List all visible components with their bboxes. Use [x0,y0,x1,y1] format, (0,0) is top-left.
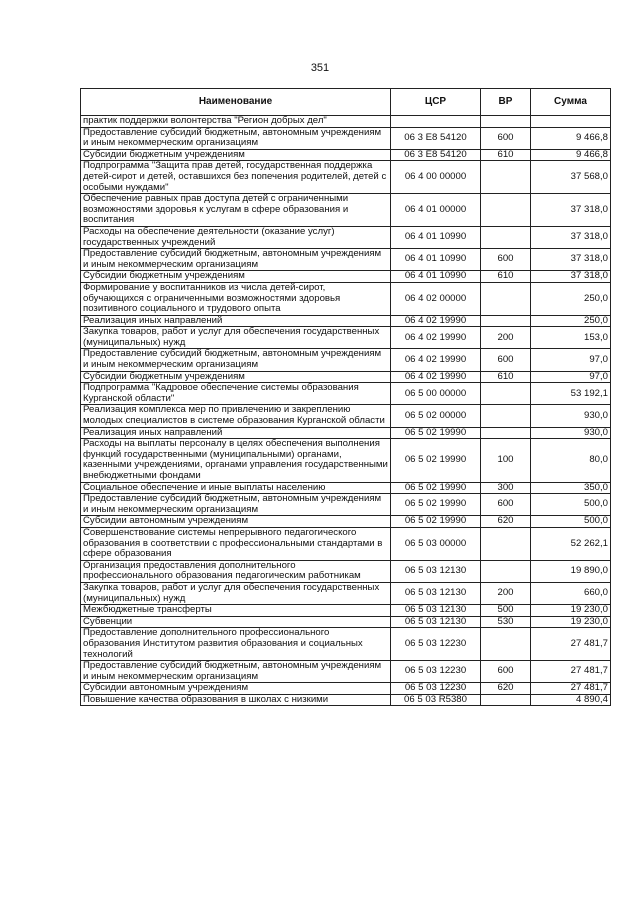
cell-sum: 19 890,0 [531,560,611,582]
table-row [81,605,611,617]
cell-csr: 06 4 01 10990 [391,271,481,283]
cell-vr [481,405,531,427]
cell-csr: 06 4 02 19990 [391,349,481,371]
cell-csr: 06 4 01 10990 [391,249,481,271]
cell-name: Расходы на выплаты персоналу в целях обеспечения выполнения функций государственными (муниципальными) органами, казенными учреждениями, органами управления государственными внебюджетными фондами [81,439,391,482]
header-sum: Сумма [531,89,611,116]
cell-sum: 53 192,1 [531,383,611,405]
cell-csr: 06 5 02 19990 [391,427,481,439]
table-row [81,315,611,327]
cell-vr: 620 [481,516,531,528]
cell-vr [481,383,531,405]
cell-vr [481,161,531,194]
table-row [81,161,611,194]
table-row [81,661,611,683]
table-row [81,482,611,494]
cell-csr: 06 5 02 19990 [391,516,481,528]
cell-csr [391,116,481,128]
cell-sum: 350,0 [531,482,611,494]
cell-name: Социальное обеспечение и иные выплаты населению [81,482,391,494]
cell-csr: 06 5 03 12230 [391,661,481,683]
cell-name: Обеспечение равных прав доступа детей с ограниченными возможностями здоровья к услугам в сфере образования и воспитания [81,194,391,227]
table-row [81,194,611,227]
cell-vr: 600 [481,661,531,683]
table-row [81,116,611,128]
table-row [81,516,611,528]
cell-name: Предоставление субсидий бюджетным, автономным учреждениям и иным некоммерческим организациям [81,661,391,683]
cell-sum: 37 318,0 [531,249,611,271]
cell-vr: 610 [481,371,531,383]
cell-sum: 930,0 [531,427,611,439]
table-row [81,683,611,695]
cell-sum: 97,0 [531,349,611,371]
cell-vr: 600 [481,249,531,271]
cell-name: практик поддержки волонтерства "Регион добрых дел" [81,116,391,128]
cell-name: Закупка товаров, работ и услуг для обеспечения государственных (муниципальных) нужд [81,582,391,604]
cell-name: Субсидии бюджетным учреждениям [81,149,391,161]
header-csr: ЦСР [391,89,481,116]
cell-csr: 06 5 03 12130 [391,582,481,604]
cell-sum: 500,0 [531,494,611,516]
cell-csr: 06 5 00 00000 [391,383,481,405]
table-row [81,582,611,604]
table-row [81,405,611,427]
cell-sum: 27 481,7 [531,628,611,661]
cell-sum: 9 466,8 [531,127,611,149]
cell-name: Повышение качества образования в школах с низкими [81,694,391,706]
table-row [81,226,611,248]
table-row [81,616,611,628]
cell-name: Предоставление дополнительного профессионального образования Институтом развития образования и социальных технологий [81,628,391,661]
cell-sum: 19 230,0 [531,605,611,617]
cell-csr: 06 5 03 12130 [391,605,481,617]
cell-sum: 930,0 [531,405,611,427]
cell-sum: 37 568,0 [531,161,611,194]
cell-csr: 06 4 02 19990 [391,371,481,383]
budget-table [80,88,611,706]
cell-name: Подпрограмма "Защита прав детей, государственная поддержка детей-сирот и детей, оставшихся без попечения родителей, детей с особыми нуждами" [81,161,391,194]
cell-vr [481,427,531,439]
cell-vr [481,694,531,706]
cell-csr: 06 5 03 12130 [391,560,481,582]
cell-csr: 06 4 01 00000 [391,194,481,227]
table-header-row [81,89,611,116]
table-row [81,149,611,161]
cell-name: Организация предоставления дополнительного профессионального образования педагогическим работникам [81,560,391,582]
cell-csr: 06 4 01 10990 [391,226,481,248]
cell-sum: 37 318,0 [531,226,611,248]
cell-sum: 250,0 [531,282,611,315]
cell-csr: 06 5 02 19990 [391,439,481,482]
cell-vr: 600 [481,127,531,149]
cell-vr [481,315,531,327]
cell-vr [481,194,531,227]
cell-csr: 06 5 03 12230 [391,683,481,695]
cell-vr: 200 [481,327,531,349]
cell-sum: 97,0 [531,371,611,383]
cell-name: Субсидии автономным учреждениям [81,683,391,695]
table-row [81,127,611,149]
table-row [81,271,611,283]
table-row [81,527,611,560]
cell-sum: 37 318,0 [531,271,611,283]
cell-sum: 500,0 [531,516,611,528]
table-row [81,628,611,661]
cell-sum: 4 890,4 [531,694,611,706]
cell-name: Субсидии бюджетным учреждениям [81,271,391,283]
cell-name: Реализация иных направлений [81,427,391,439]
table-row [81,371,611,383]
cell-vr: 530 [481,616,531,628]
cell-name: Расходы на обеспечение деятельности (оказание услуг) государственных учреждений [81,226,391,248]
cell-vr: 600 [481,494,531,516]
cell-csr: 06 5 02 19990 [391,494,481,516]
cell-name: Субвенции [81,616,391,628]
page-number: 351 [310,62,330,74]
cell-csr: 06 3 E8 54120 [391,149,481,161]
cell-sum: 250,0 [531,315,611,327]
cell-name: Субсидии автономным учреждениям [81,516,391,528]
table-row [81,694,611,706]
cell-name: Формирование у воспитанников из числа детей-сирот, обучающихся с ограниченными возможностями здоровья позитивного социального и трудового опыта [81,282,391,315]
cell-csr: 06 3 E8 54120 [391,127,481,149]
cell-sum: 80,0 [531,439,611,482]
cell-vr: 500 [481,605,531,617]
cell-csr: 06 4 00 00000 [391,161,481,194]
table-row [81,560,611,582]
cell-csr: 06 4 02 19990 [391,327,481,349]
table-row [81,494,611,516]
table-row [81,349,611,371]
cell-sum: 37 318,0 [531,194,611,227]
cell-csr: 06 5 03 R5380 [391,694,481,706]
cell-csr: 06 5 03 00000 [391,527,481,560]
header-name: Наименование [81,89,391,116]
cell-csr: 06 5 03 12130 [391,616,481,628]
cell-name: Закупка товаров, работ и услуг для обеспечения государственных (муниципальных) нужд [81,327,391,349]
cell-vr [481,226,531,248]
cell-name: Межбюджетные трансферты [81,605,391,617]
header-vr: ВР [481,89,531,116]
cell-name: Совершенствование системы непрерывного педагогического образования в соответствии с профессиональными стандартами в сфере образования [81,527,391,560]
cell-csr: 06 4 02 00000 [391,282,481,315]
cell-vr: 100 [481,439,531,482]
table-row [81,439,611,482]
cell-name: Предоставление субсидий бюджетным, автономным учреждениям и иным некоммерческим организациям [81,349,391,371]
cell-vr [481,282,531,315]
cell-name: Предоставление субсидий бюджетным, автономным учреждениям и иным некоммерческим организациям [81,127,391,149]
cell-sum: 153,0 [531,327,611,349]
cell-vr: 620 [481,683,531,695]
table-row [81,427,611,439]
cell-vr: 300 [481,482,531,494]
cell-csr: 06 5 03 12230 [391,628,481,661]
cell-name: Реализация иных направлений [81,315,391,327]
cell-vr [481,527,531,560]
cell-sum: 660,0 [531,582,611,604]
cell-sum [531,116,611,128]
cell-vr: 610 [481,149,531,161]
table-row [81,282,611,315]
cell-name: Предоставление субсидий бюджетным, автономным учреждениям и иным некоммерческим организациям [81,249,391,271]
cell-sum: 52 262,1 [531,527,611,560]
cell-sum: 27 481,7 [531,683,611,695]
cell-sum: 27 481,7 [531,661,611,683]
cell-name: Предоставление субсидий бюджетным, автономным учреждениям и иным некоммерческим организациям [81,494,391,516]
cell-name: Субсидии бюджетным учреждениям [81,371,391,383]
cell-vr: 200 [481,582,531,604]
table-row [81,383,611,405]
cell-vr [481,116,531,128]
cell-csr: 06 5 02 19990 [391,482,481,494]
table-row [81,249,611,271]
cell-csr: 06 4 02 19990 [391,315,481,327]
cell-sum: 9 466,8 [531,149,611,161]
cell-vr [481,628,531,661]
cell-vr: 610 [481,271,531,283]
table-row [81,327,611,349]
cell-sum: 19 230,0 [531,616,611,628]
cell-csr: 06 5 02 00000 [391,405,481,427]
cell-vr [481,560,531,582]
cell-name: Подпрограмма "Кадровое обеспечение системы образования Курганской области" [81,383,391,405]
cell-vr: 600 [481,349,531,371]
cell-name: Реализация комплекса мер по привлечению и закреплению молодых специалистов в системе образования Курганской области [81,405,391,427]
